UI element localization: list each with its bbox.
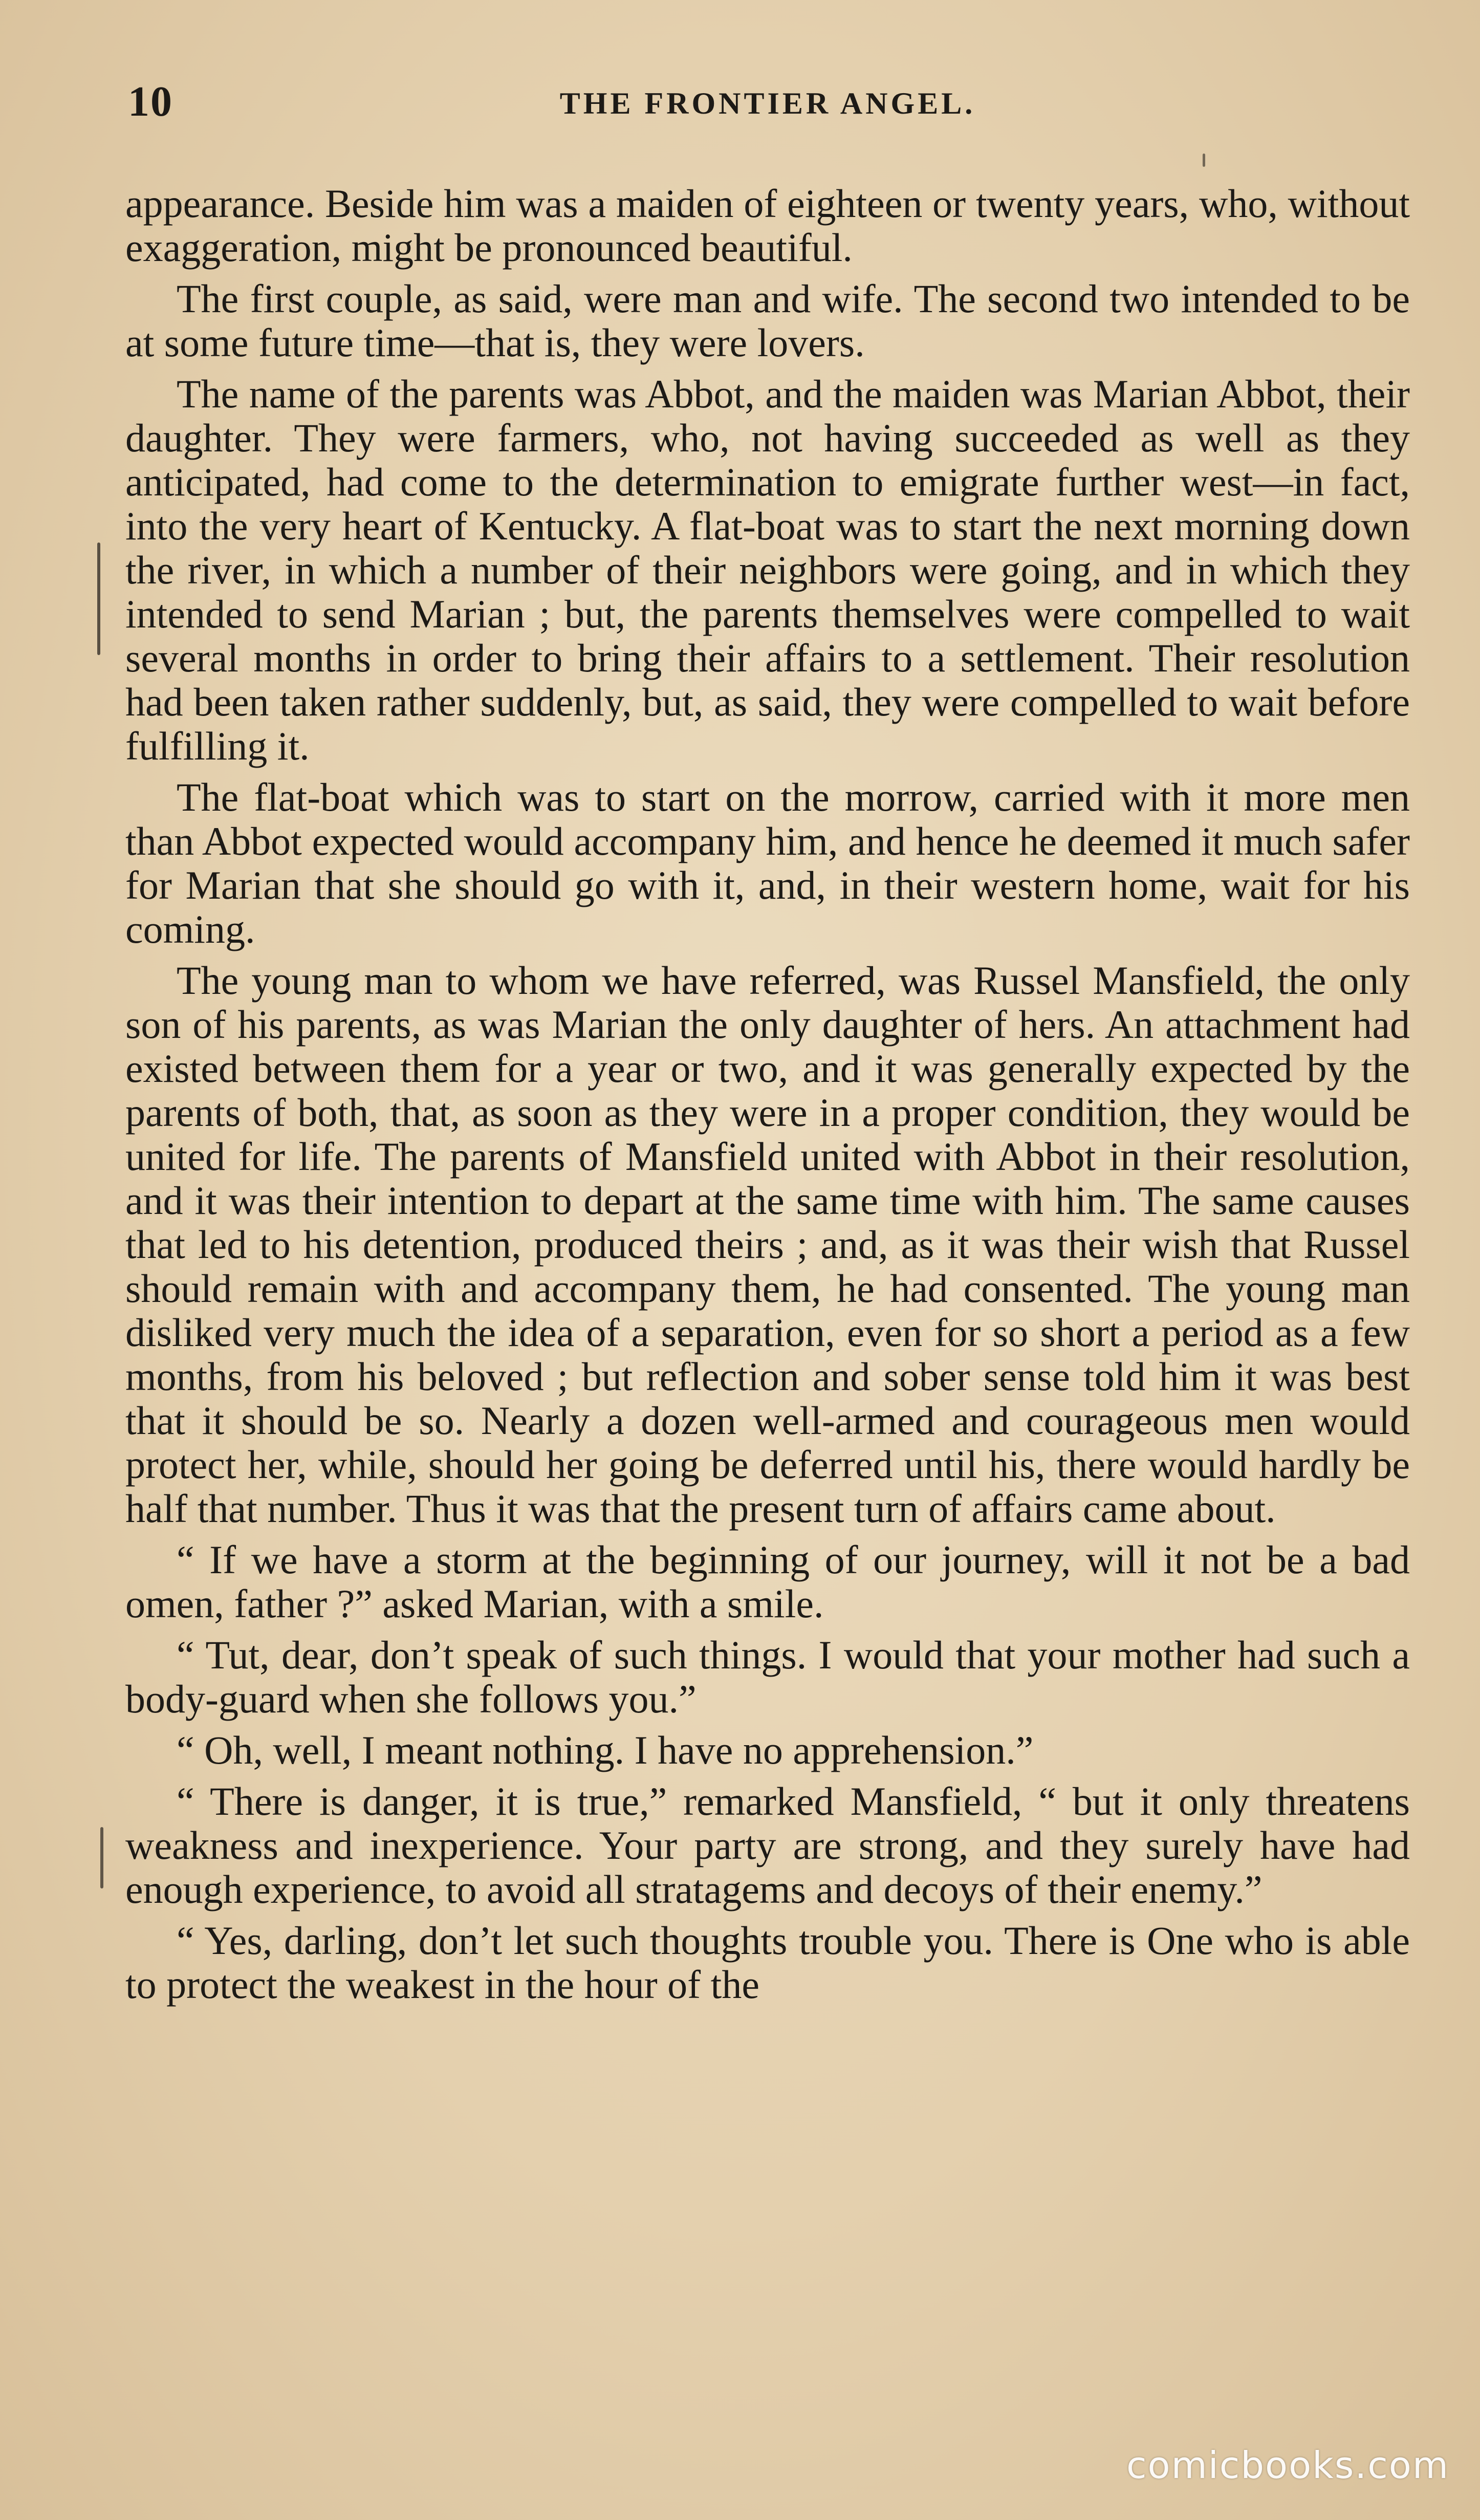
- dialogue-paragraph: “ If we have a storm at the beginning of our journey, will it not be a bad omen, father ?” asked Marian, with a smile.: [125, 1537, 1410, 1626]
- paragraph: The flat-boat which was to start on the morrow, carried with it more men than Abbot expected would accompany him, and hence he deemed it much safer for Marian that she should go with it, and, in their western home, wait for his coming.: [125, 775, 1410, 951]
- paragraph: The name of the parents was Abbot, and the maiden was Marian Abbot, their daughter. They were farmers, who, not having succeeded as well as they anticipated, had come to the determination to emigrate further west—in fact, into the very heart of Kentucky. A flat-boat was to start the next morning down the river, in which a number of their neighbors were going, and in which they intended to send Marian ; but, the parents themselves were compelled to wait several months in order to bring their affairs to a settlement. Their resolution had been taken rather suddenly, but, as said, they were compelled to wait before fulfilling it.: [125, 372, 1410, 768]
- paragraph: The young man to whom we have referred, was Russel Mansfield, the only son of his parents, as was Marian the only daughter of hers. An attachment had existed between them for a year or two, and it was generally expected by the parents of both, that, as soon as they were in a proper condition, they would be united for life. The parents of Mansfield united with Abbot in their resolution, and it was their intention to depart at the same time with him. The same causes that led to his detention, produced theirs ; and, as it was their wish that Russel should remain with and accompany them, he had consented. The young man disliked very much the idea of a separation, even for so short a period as a few months, from his beloved ; but reflection and sober sense told him it was best that it should be so. Nearly a dozen well-armed and courageous men would protect her, while, should her going be deferred until his, there would hardly be half that number. Thus it was that the present turn of affairs came about.: [125, 958, 1410, 1531]
- running-head: [128, 77, 1407, 133]
- body-text: [125, 182, 1410, 2014]
- dialogue-paragraph: “ Oh, well, I meant nothing. I have no apprehension.”: [177, 1728, 1034, 1772]
- watermark: comicbooks.com: [1126, 2444, 1449, 2487]
- page-number: 10: [128, 78, 173, 125]
- dialogue-paragraph: “ There is danger, it is true,” remarked Mansfield, “ but it only threatens weakness and inexperience. Your party are strong, and they surely have had enough experience, to avoid all stratagems and decoys of their enemy.”: [125, 1779, 1410, 1911]
- paragraph: The first couple, as said, were man and wife. The second two intended to be at some future time—that is, they were lovers.: [125, 276, 1410, 365]
- paragraph: appearance. Beside him was a maiden of eighteen or twenty years, who, without exaggeration, might be pronounced beautiful.: [125, 181, 1410, 270]
- dialogue-paragraph: “ Tut, dear, don’t speak of such things. I would that your mother had such a body-guard when she follows you.”: [125, 1633, 1410, 1721]
- ink-speck: [1203, 154, 1205, 167]
- running-title: THE FRONTIER ANGEL.: [559, 86, 976, 120]
- margin-pencil-mark: [100, 1827, 103, 1888]
- margin-pencil-mark: [97, 542, 100, 655]
- dialogue-paragraph: “ Yes, darling, don’t let such thoughts trouble you. There is One who is able to protect the weakest in the hour of the: [125, 1918, 1410, 2007]
